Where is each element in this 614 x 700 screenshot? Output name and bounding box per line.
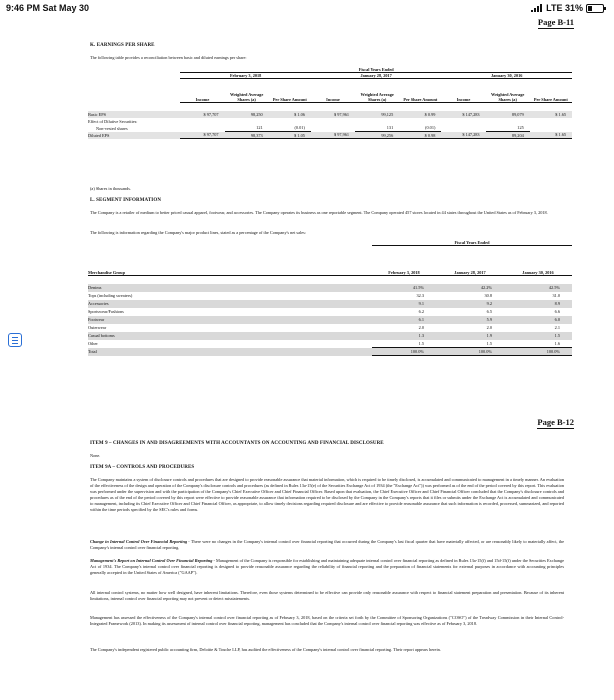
cell: 8.9 (554, 301, 560, 306)
cell: $ 97,961 (334, 111, 350, 117)
cell: 98,250 (250, 111, 263, 117)
row-label: Footwear (88, 317, 105, 322)
row-label: Sportswear/Fashions (88, 309, 124, 314)
column-header: Income (441, 79, 485, 103)
row-label: Total (88, 349, 97, 354)
paragraph-title: Management's Report on Internal Control Over Financial Reporting (90, 558, 213, 563)
cell: $ 0.99 (424, 111, 436, 117)
cell: 9.1 (418, 301, 424, 306)
row-label: Basic EPS (88, 111, 107, 117)
row-label: Denims (88, 285, 102, 290)
cell: 42.5% (548, 285, 560, 290)
cell (441, 118, 485, 125)
cell: 1.5 (554, 333, 560, 338)
column-header-row (88, 79, 572, 103)
merchandise-row (88, 316, 572, 324)
eps-table (88, 67, 572, 139)
column-header: Weighted Average Shares (a) (355, 79, 399, 103)
cell: $ 1.65 (530, 132, 572, 139)
cell: 2.0 (418, 325, 424, 330)
assessment-paragraph: Management has assessed the effectiveness of the Company's internal control over financial reporting as of February 3, 2018, based on the criteria set forth by the Committee of Sponsoring Organizations ("COSO") of the Treadway Commission in their Internal Control-Integrated Framework (2013). In making its assessment of internal control over financial reporting, management has concluded that the Company's internal control over financial reporting was effective as of February 3, 2018. (90, 615, 564, 627)
cell: 2.0 (486, 325, 492, 330)
cell: $ 1.65 (555, 111, 566, 117)
paragraph-body: - Management of the Company is responsible for establishing and maintaining adequate internal control over financial reporting as defined in Rules 13a-15(f) and 15d-15(f) under the Securities Exchange Act of 1934. The Company's internal control over financial reporting is designed to provide reasonable assurance regarding the reliability of financial reporting and the preparation of financial statements for external purposes in accordance with accounting principles generally accepted in the United States of America ("GAAP"). (90, 558, 564, 576)
cell: 1.9 (486, 333, 492, 338)
column-header: Income (311, 79, 355, 103)
row-label: Casual bottoms (88, 333, 115, 338)
period-header: January 30, 2016 (504, 246, 572, 276)
limitations-paragraph: All internal control systems, no matter how well designed, have inherent limitations. Therefore, even those systems determined to be effective can provide only reasonable assurance with respect to financial statement preparation and presentation. Because of its inherent limitations, internal control over financial reporting may not prevent or detect misstatements. (90, 590, 564, 602)
cell: 6.0 (554, 317, 560, 322)
cell (311, 118, 355, 125)
cell (399, 118, 441, 125)
cell: 31.0 (552, 293, 560, 298)
status-time: 9:46 PM Sat May 30 (6, 3, 90, 13)
period-header: January 30, 2016 (441, 73, 572, 79)
cell: $ 1.05 (269, 132, 311, 139)
merchandise-row (88, 324, 572, 332)
cell: 131 (355, 125, 399, 132)
merchandise-group-label: Merchandise Group (88, 246, 372, 276)
cell: 98,373 (225, 132, 269, 139)
eps-row (88, 118, 572, 125)
segment-paragraph: The following is information regarding the Company's major product lines, stated as a percentage of the Company's net sales: (90, 230, 306, 235)
cell: $ 0.98 (399, 132, 441, 139)
cell: 121 (225, 125, 269, 132)
column-header: Income (180, 79, 224, 103)
period-header: January 28, 2017 (311, 73, 442, 79)
cell: 99,256 (355, 132, 399, 139)
paragraph-title: Change in Internal Control Over Financial Reporting (90, 539, 187, 544)
page-number: Page B-12 (537, 417, 574, 427)
cell: $ 147,283 (441, 132, 485, 139)
management-report-paragraph (90, 558, 564, 576)
cell (225, 118, 269, 125)
cell: 100.0% (372, 348, 436, 356)
merchandise-row (88, 340, 572, 348)
cell: 6.6 (554, 309, 560, 314)
column-header: Per Share Amount (399, 79, 441, 103)
row-label: Effect of Dilutive Securities: (88, 118, 138, 124)
item-text: None. (90, 453, 101, 458)
period-header: February 3, 2018 (372, 246, 436, 276)
fiscal-header: Fiscal Years Ended (372, 240, 572, 246)
row-label: Diluted EPS (88, 132, 110, 138)
eps-row (88, 111, 572, 118)
cell: 1.5 (436, 340, 504, 348)
cell: $ 97,961 (311, 132, 355, 139)
status-right (531, 3, 604, 13)
section-heading: L. SEGMENT INFORMATION (90, 198, 162, 203)
change-in-control-paragraph (90, 539, 564, 551)
eps-row (88, 125, 572, 132)
paragraph-body: - There were no changes in the Company's internal control over financial reporting that occurred during the Company's last fiscal quarter that have materially affected, or are reasonably likely to materially affect, the Company's internal control over financial reporting. (90, 539, 564, 551)
cell: (0.01) (269, 125, 311, 132)
cell: 9.2 (486, 301, 492, 306)
cell: 6.2 (418, 309, 424, 314)
segment-paragraph: The Company is a retailer of medium to better priced casual apparel, footwear, and accessories. The Company operates its business as one reportable segment. The Company operated 457 stores located in 44 states throughout the United States as of February 3, 2018. (90, 210, 548, 215)
period-header: February 3, 2018 (180, 73, 311, 79)
cell (530, 118, 572, 125)
cell: 6.1 (418, 317, 424, 322)
network-status: LTE 31% (546, 3, 583, 13)
cell: 32.3 (416, 293, 424, 298)
document-thumbnail-icon[interactable] (8, 333, 22, 347)
merchandise-row (88, 332, 572, 340)
row-label: Non-vested shares (96, 125, 128, 131)
merchandise-row (88, 308, 572, 316)
cell (180, 118, 224, 125)
page-b-11 (60, 14, 580, 394)
column-header: Weighted Average Shares (a) (486, 79, 530, 103)
merchandise-row (88, 300, 572, 308)
cell: 89,204 (486, 132, 530, 139)
cell: 6.5 (486, 309, 492, 314)
cell: 42.2% (480, 285, 492, 290)
auditor-paragraph: The Company's independent registered public accounting firm, Deloitte & Touche LLP, has audited the effectiveness of the Company's internal control over financial reporting. Their report appears herein. (90, 647, 441, 652)
fiscal-header: Fiscal Years Ended (180, 67, 572, 73)
cell: 100.0% (504, 348, 572, 356)
column-header: Per Share Amount (530, 79, 572, 103)
footnote: (a) Shares in thousands. (90, 186, 132, 191)
section-intro: The following table provides a reconciliation between basic and diluted earnings per share: (90, 55, 247, 60)
cell: 5.9 (486, 317, 492, 322)
eps-row (88, 132, 572, 139)
row-label: Tops (including sweaters) (88, 293, 133, 298)
period-header: January 28, 2017 (436, 246, 504, 276)
cell (441, 125, 485, 132)
cell: 2.1 (554, 325, 560, 330)
cell: 125 (486, 125, 530, 132)
cell: 100.0% (436, 348, 504, 356)
cell: 1.6 (504, 340, 572, 348)
cell: 30.8 (484, 293, 492, 298)
cell (530, 125, 572, 132)
item-heading: ITEM 9A – CONTROLS AND PROCEDURES (90, 465, 195, 470)
section-heading: K. EARNINGS PER SHARE (90, 43, 155, 48)
cell: 1.5 (372, 340, 436, 348)
item-heading: ITEM 9 – CHANGES IN AND DISAGREEMENTS WITH ACCOUNTANTS ON ACCOUNTING AND FINANCIAL DISCLOSURE (90, 441, 384, 446)
battery-icon (586, 4, 604, 13)
column-header: Weighted Average Shares (a) (225, 79, 269, 103)
cell (311, 125, 355, 132)
merchandise-row (88, 284, 572, 292)
merchandise-row (88, 292, 572, 300)
cell: 99,125 (381, 111, 394, 117)
cell: 89,079 (511, 111, 524, 117)
cell: $ 97,707 (203, 111, 219, 117)
merchandise-row (88, 348, 572, 356)
cell (180, 125, 224, 132)
cell (486, 118, 530, 125)
column-header: Per Share Amount (269, 79, 311, 103)
cell: (0.01) (399, 125, 441, 132)
signal-icon (531, 4, 543, 12)
row-label: Other (88, 341, 98, 346)
cell (269, 118, 311, 125)
cell: $ 1.06 (294, 111, 305, 117)
page-b-12 (60, 415, 580, 700)
cell (355, 118, 399, 125)
cell: 41.5% (412, 285, 424, 290)
row-label: Accessories (88, 301, 109, 306)
cell: 1.3 (418, 333, 424, 338)
cell: $ 97,707 (180, 132, 224, 139)
controls-paragraph: The Company maintains a system of disclosure controls and procedures that are designed to provide reasonable assurance that material information, which is required to be timely disclosed, is accumulated and communicated to management in a timely manner. An evaluation of the effectiveness of the design and operation of the Company's disclosure controls and procedures (as defined in Rules 13a-15(e) of the Securities Exchange Act of 1934 (the "Exchange Act")) was performed as of the end of the period covered by this report. This evaluation was performed under the supervision and with the participation of the Company's Chief Executive Officer and Chief Financial Officer. Based upon that evaluation, the Chief Executive Officer and Chief Financial Officer concluded that the Company's disclosure controls and procedures as of the end of the period covered by this report were effective to provide reasonable assurance that information required to be disclosed by the Company in the Company's reports that it files or submits under the Exchange Act is accumulated and communicated to management, including its Chief Executive Officer and Chief Financial Officer, as appropriate, to allow timely decisions regarding required disclosure and are effective to provide reasonable assurance that such information is recorded, processed, summarized, and reported within the time periods specified by the SEC's rules and forms. (90, 477, 564, 513)
merchandise-table (88, 240, 572, 356)
page-number: Page B-11 (537, 17, 574, 27)
row-label: Outerwear (88, 325, 107, 330)
cell: $ 147,283 (462, 111, 480, 117)
